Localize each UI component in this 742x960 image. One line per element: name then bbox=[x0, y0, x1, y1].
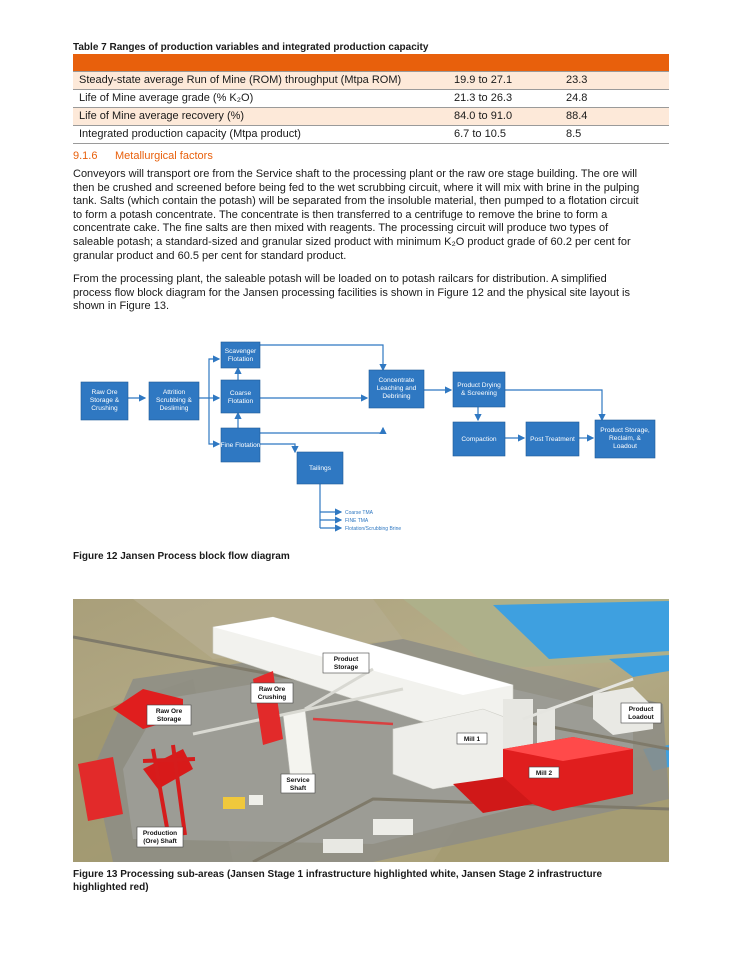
paragraph-line: saleable potash; a standard-sized and granular sized product with minimum K₂O product grade of 60.2 per cent for bbox=[73, 235, 631, 248]
caption-line: Figure 13 Processing sub-areas (Jansen Stage 1 infrastructure highlighted white, Jansen Stage 2 infrastructure bbox=[73, 869, 603, 880]
site-layout-image bbox=[73, 599, 669, 862]
svg-text:ServiceShaft: Service Shaft bbox=[286, 777, 310, 792]
svg-text:ProductLoadout: Product Loadout bbox=[628, 706, 654, 721]
svg-text:Tailings: Tailings bbox=[309, 465, 331, 472]
label-production-shaft bbox=[137, 827, 183, 847]
production-table bbox=[73, 54, 669, 144]
label-mill2 bbox=[529, 767, 559, 778]
paragraph-line: Conveyors will transport ore from the Service shaft to the processing plant or the raw ore stage building. The ore will bbox=[73, 168, 638, 180]
paragraph-line: to form a potash concentrate. The concentrate is then transferred to a centrifuge to remove the brine to form a bbox=[73, 208, 608, 221]
box-attrition-scrubbing bbox=[149, 382, 199, 420]
row-value: 88.4 bbox=[560, 108, 669, 126]
box-fine-flotation bbox=[221, 428, 261, 462]
box-post-treatment bbox=[526, 422, 579, 456]
label-raw-ore-crushing bbox=[251, 683, 293, 703]
svg-text:Compaction: Compaction bbox=[461, 436, 497, 443]
svg-text:Fine Flotation: Fine Flotation bbox=[220, 442, 261, 449]
paragraph-conveyors bbox=[73, 168, 673, 263]
figure-13-caption bbox=[73, 868, 602, 894]
row-label: Integrated production capacity (Mtpa product) bbox=[73, 126, 448, 144]
paragraph-line: process flow block diagram for the Jansen processing facilities is shown in Figure 12 and the physical site layout is bbox=[73, 286, 630, 299]
output-fine-tma: FINE TMA bbox=[345, 518, 369, 524]
svg-text:ScavengerFlotation: Scavenger Flotation bbox=[224, 348, 257, 363]
row-value: 24.8 bbox=[560, 90, 669, 108]
row-value: 8.5 bbox=[560, 126, 669, 144]
table-row bbox=[73, 126, 669, 144]
table-row bbox=[73, 108, 669, 126]
section-number: 9.1.6 bbox=[73, 150, 98, 162]
box-product-storage bbox=[595, 420, 655, 458]
svg-text:ProductStorage: Product Storage bbox=[333, 656, 359, 671]
box-scavenger-flotation bbox=[221, 342, 260, 368]
output-brine: Flotation/Scrubbing Brine bbox=[345, 526, 402, 532]
label-product-storage bbox=[323, 653, 369, 673]
process-flow-diagram bbox=[73, 320, 661, 542]
paragraph-line: granular product and 60.5 per cent for standard product. bbox=[73, 249, 347, 262]
table-caption: Table 7 Ranges of production variables and integrated production capacity bbox=[73, 42, 429, 53]
box-product-drying bbox=[453, 372, 505, 407]
section-heading bbox=[73, 150, 213, 162]
section-title: Metallurgical factors bbox=[115, 150, 213, 162]
row-range: 84.0 to 91.0 bbox=[448, 108, 560, 126]
svg-text:Product Storage,Reclaim, &Load: Product Storage, Reclaim, & Loadout bbox=[600, 427, 650, 450]
box-coarse-flotation bbox=[221, 380, 260, 413]
row-label: Life of Mine average grade (% K₂O) bbox=[73, 90, 448, 108]
label-service-shaft bbox=[281, 774, 315, 793]
row-range: 6.7 to 10.5 bbox=[448, 126, 560, 144]
svg-text:ConcentrateLeaching andDebrini: Concentrate Leaching and Debrining bbox=[376, 377, 417, 400]
paragraph-line: From the processing plant, the saleable potash will be loaded on to potash railcars for distribution. A simplified bbox=[73, 273, 607, 285]
paragraph-line: shown in Figure 13. bbox=[73, 300, 169, 313]
box-tailings bbox=[297, 452, 343, 484]
row-range: 19.9 to 27.1 bbox=[448, 72, 560, 90]
label-mill1 bbox=[457, 733, 487, 744]
table-row bbox=[73, 72, 669, 90]
svg-text:Raw OreStorage &Crushing: Raw Ore Storage & Crushing bbox=[89, 389, 120, 412]
paragraph-line: concentrate cake. The fine salts are then mixed with reagents. The processing circuit will produce two types of bbox=[73, 222, 609, 235]
table-row bbox=[73, 90, 669, 108]
svg-text:Product Drying& Screening: Product Drying & Screening bbox=[457, 382, 501, 397]
paragraph-railcars bbox=[73, 273, 673, 314]
box-concentrate-leaching bbox=[369, 370, 424, 408]
paragraph-line: then be crushed and screened before being fed to the wet scrubbing circuit, where it will mix with brine in the pulping bbox=[73, 181, 640, 194]
yellow-building bbox=[223, 797, 245, 809]
label-product-loadout bbox=[621, 703, 661, 723]
table-header-row bbox=[73, 54, 669, 72]
label-raw-ore-storage bbox=[147, 705, 191, 725]
row-label: Life of Mine average recovery (%) bbox=[73, 108, 448, 126]
svg-text:Post Treatment: Post Treatment bbox=[530, 436, 575, 443]
row-value: 23.3 bbox=[560, 72, 669, 90]
row-label: Steady-state average Run of Mine (ROM) throughput (Mtpa ROM) bbox=[73, 72, 448, 90]
svg-text:Mill 1: Mill 1 bbox=[463, 736, 481, 743]
svg-text:Production(Ore) Shaft: Production (Ore) Shaft bbox=[142, 830, 178, 845]
output-coarse-tma: Coarse TMA bbox=[345, 510, 373, 516]
box-raw-ore-storage bbox=[81, 382, 128, 420]
svg-text:Raw OreCrushing: Raw Ore Crushing bbox=[257, 686, 287, 701]
paragraph-line: tank. Salts (which contain the potash) will be separated from the insoluble material, then pumped to a flotation circuit bbox=[73, 195, 639, 208]
figure-12-caption: Figure 12 Jansen Process block flow diagram bbox=[73, 551, 290, 562]
svg-text:Raw OreStorage: Raw Ore Storage bbox=[155, 708, 183, 723]
row-range: 21.3 to 26.3 bbox=[448, 90, 560, 108]
box-compaction bbox=[453, 422, 505, 456]
caption-line: highlighted red) bbox=[73, 882, 149, 893]
svg-text:CoarseFlotation: Coarse Flotation bbox=[227, 390, 254, 405]
svg-text:AttritionScrubbing &Desliming: Attrition Scrubbing & Desliming bbox=[156, 389, 192, 412]
svg-text:Mill 2: Mill 2 bbox=[535, 770, 553, 777]
